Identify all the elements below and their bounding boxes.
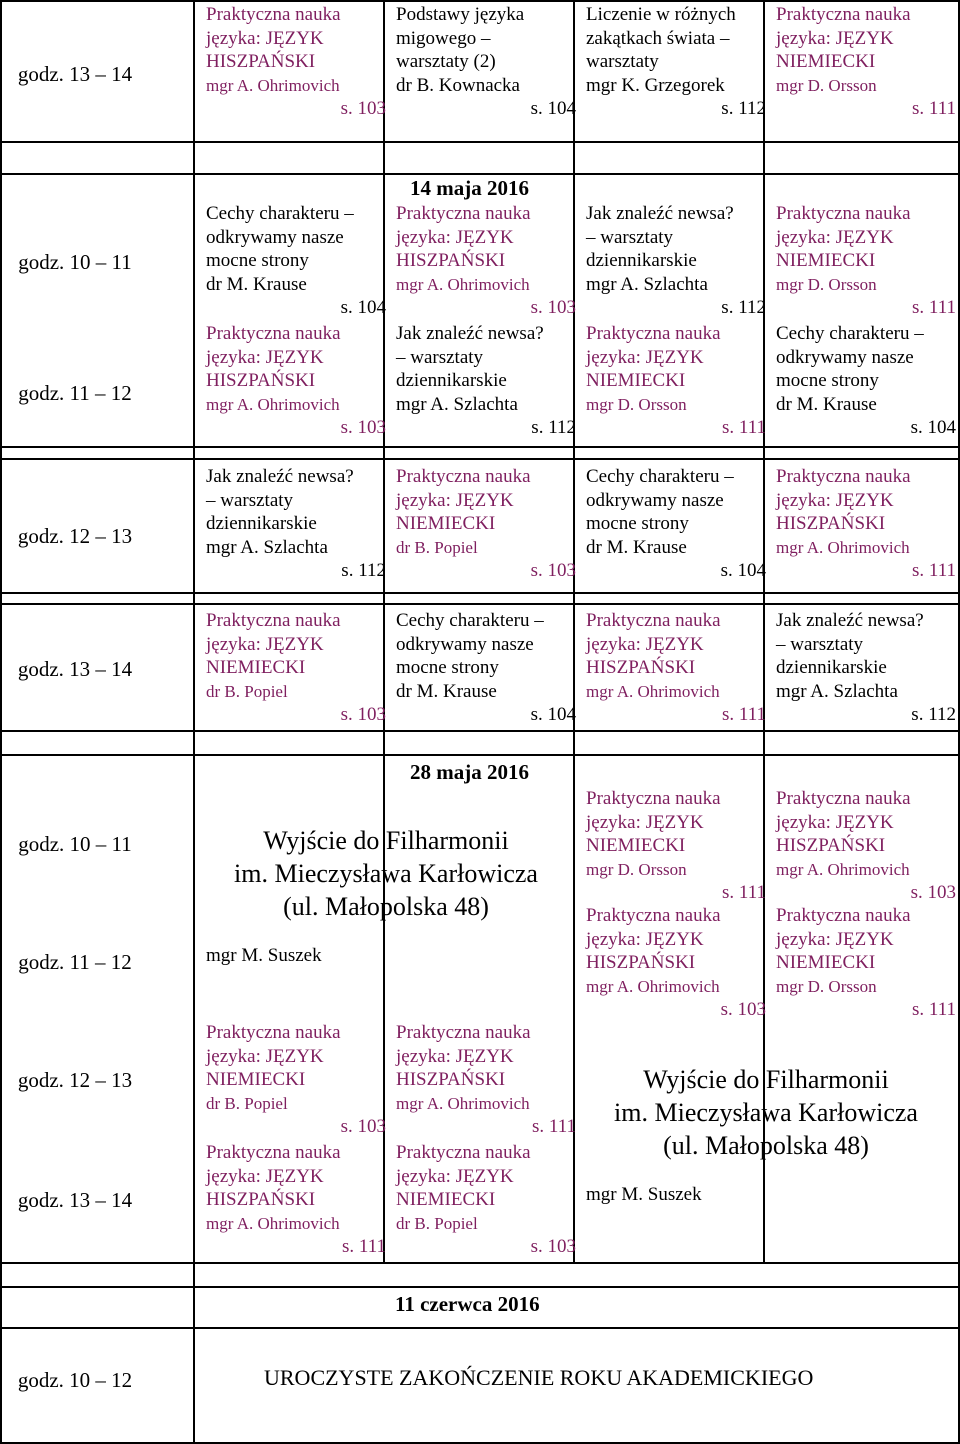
course-line: języka: JĘZYK xyxy=(586,811,704,833)
schedule-cell xyxy=(396,465,576,583)
schedule-cell xyxy=(206,1141,386,1259)
schedule-cell xyxy=(586,465,766,583)
course-line: – warsztaty xyxy=(396,346,484,368)
philharmonic-event xyxy=(586,1063,946,1206)
course-line: Cechy charakteru – xyxy=(776,323,924,344)
course-line: języka: JĘZYK xyxy=(776,811,894,833)
schedule-cell xyxy=(586,202,766,320)
event-venue: Filharmonii xyxy=(765,1065,889,1094)
course-line: Praktyczna nauka xyxy=(206,323,341,344)
room-number: s. 104 xyxy=(340,297,386,318)
course-line: języka: JĘZYK xyxy=(776,928,894,950)
room-number: s. 111 xyxy=(342,1236,386,1257)
course-line: NIEMIECKI xyxy=(586,835,686,856)
time-slot-label: godz. 10 – 11 xyxy=(18,250,132,274)
course-line: NIEMIECKI xyxy=(776,952,876,973)
course-line: Praktyczna nauka xyxy=(396,1022,531,1043)
date-header: 28 maja 2016 xyxy=(410,760,529,784)
grid-line xyxy=(0,141,960,143)
course-line: odkrywamy nasze xyxy=(396,633,534,655)
course-line: – warsztaty xyxy=(206,489,294,511)
course-line: NIEMIECKI xyxy=(586,370,686,391)
schedule-cell xyxy=(396,322,576,440)
teacher-name: mgr A. Ohrimovich xyxy=(586,976,720,996)
schedule-cell xyxy=(396,1141,576,1259)
teacher-name: mgr D. Orsson xyxy=(586,394,687,414)
room-number: s. 111 xyxy=(912,560,956,581)
grid-line xyxy=(0,0,2,1444)
teacher-name: dr M. Krause xyxy=(396,680,497,702)
grid-line xyxy=(0,173,960,175)
schedule-cell xyxy=(776,322,956,440)
room-number: s. 112 xyxy=(721,98,766,119)
course-line: warsztaty (2) xyxy=(396,51,496,72)
schedule-cell xyxy=(206,322,386,440)
room-number: s. 111 xyxy=(722,704,766,725)
course-line: Praktyczna nauka xyxy=(776,466,911,487)
course-line: Praktyczna nauka xyxy=(776,4,911,25)
time-slot-label: godz. 12 – 13 xyxy=(17,1068,133,1092)
teacher-name: dr B. Popiel xyxy=(396,537,478,557)
course-line: Cechy charakteru – xyxy=(586,466,734,487)
room-number: s. 103 xyxy=(910,882,956,903)
course-line: Jak znaleźć newsa? xyxy=(396,323,544,344)
schedule-cell xyxy=(206,1021,386,1139)
event-title-line: Wyjście do Filharmonii xyxy=(263,826,509,855)
closing-ceremony: UROCZYSTE ZAKOŃCZENIE ROKU AKADEMICKIEGO xyxy=(264,1365,814,1390)
event-venue: Filharmonii xyxy=(385,826,509,855)
schedule-cell xyxy=(206,465,386,583)
room-number: s. 104 xyxy=(910,417,956,438)
course-line: HISZPAŃSKI xyxy=(776,835,886,856)
course-line: dziennikarskie xyxy=(206,513,317,534)
room-number: s. 104 xyxy=(530,704,576,725)
course-line: Praktyczna nauka xyxy=(396,203,531,224)
course-line: Praktyczna nauka xyxy=(396,466,531,487)
room-number: s. 111 xyxy=(532,1116,576,1137)
event-teacher: mgr M. Suszek xyxy=(586,1184,702,1205)
course-line: Praktyczna nauka xyxy=(586,610,721,631)
schedule-cell xyxy=(206,202,386,320)
event-title-line: im. Mieczysława Karłowicza xyxy=(234,859,538,888)
teacher-name: dr B. Popiel xyxy=(206,681,288,701)
course-line: Liczenie w różnych xyxy=(586,4,736,25)
schedule-cell xyxy=(776,202,956,320)
teacher-name: mgr K. Grzegorek xyxy=(586,74,725,96)
course-line: Praktyczna nauka xyxy=(776,788,911,809)
room-number: s. 104 xyxy=(530,98,576,119)
course-line: NIEMIECKI xyxy=(776,51,876,72)
event-address: (ul. Małopolska 48) xyxy=(283,892,489,921)
course-line: Praktyczna nauka xyxy=(206,1022,341,1043)
time-slot-label: godz. 11 – 12 xyxy=(18,950,132,974)
time-slot-label: godz. 13 – 14 xyxy=(17,1188,133,1212)
time-slot-label: godz. 13 – 14 xyxy=(17,657,133,681)
course-line: Praktyczna nauka xyxy=(206,4,341,25)
course-line: Cechy charakteru – xyxy=(396,610,544,631)
grid-line xyxy=(0,592,960,594)
room-number: s. 111 xyxy=(912,999,956,1020)
schedule-cell xyxy=(776,3,956,121)
course-line: HISZPAŃSKI xyxy=(396,250,506,271)
course-line: zakątkach świata – xyxy=(586,27,730,49)
teacher-name: dr B. Kownacka xyxy=(396,74,520,96)
course-line: Praktyczna nauka xyxy=(396,1142,531,1163)
course-line: języka: JĘZYK xyxy=(586,633,704,655)
teacher-name: mgr A. Ohrimovich xyxy=(396,1093,530,1113)
schedule-cell xyxy=(586,787,766,905)
course-line: Praktyczna nauka xyxy=(586,323,721,344)
room-number: s. 111 xyxy=(912,98,956,119)
course-line: HISZPAŃSKI xyxy=(776,513,886,534)
schedule-cell xyxy=(396,1021,576,1139)
course-line: odkrywamy nasze xyxy=(586,489,724,511)
room-number: s. 111 xyxy=(722,882,766,903)
teacher-name: mgr A. Ohrimovich xyxy=(396,274,530,294)
grid-line xyxy=(0,603,960,605)
room-number: s. 103 xyxy=(720,999,766,1020)
philharmonic-event xyxy=(206,824,566,967)
teacher-name: dr B. Popiel xyxy=(206,1093,288,1113)
course-line: Jak znaleźć newsa? xyxy=(586,203,734,224)
course-line: dziennikarskie xyxy=(396,370,507,391)
grid-line xyxy=(193,0,195,1444)
course-line: HISZPAŃSKI xyxy=(586,952,696,973)
teacher-name: dr B. Popiel xyxy=(396,1213,478,1233)
time-slot-label: godz. 10 – 11 xyxy=(18,832,132,856)
room-number: s. 103 xyxy=(340,417,386,438)
schedule-cell xyxy=(776,465,956,583)
teacher-name: mgr A. Szlachta xyxy=(776,680,898,702)
schedule-cell xyxy=(776,787,956,905)
course-line: języka: JĘZYK xyxy=(776,226,894,248)
course-line: NIEMIECKI xyxy=(776,250,876,271)
course-line: – warsztaty xyxy=(586,226,674,248)
course-line: Cechy charakteru – xyxy=(206,203,354,224)
teacher-name: mgr A. Szlachta xyxy=(206,536,328,558)
course-line: HISZPAŃSKI xyxy=(206,370,316,391)
time-slot-label: godz. 13 – 14 xyxy=(17,62,133,86)
teacher-name: mgr A. Ohrimovich xyxy=(776,537,910,557)
schedule-cell xyxy=(586,609,766,727)
grid-line xyxy=(0,1262,960,1264)
course-line: NIEMIECKI xyxy=(206,657,306,678)
course-line: mocne strony xyxy=(206,250,309,271)
course-line: języka: JĘZYK xyxy=(206,346,324,368)
teacher-name: mgr A. Ohrimovich xyxy=(206,75,340,95)
teacher-name: mgr D. Orsson xyxy=(776,75,877,95)
teacher-name: mgr A. Ohrimovich xyxy=(206,1213,340,1233)
time-slot-label: godz. 12 – 13 xyxy=(17,524,133,548)
room-number: s. 104 xyxy=(720,560,766,581)
schedule-cell xyxy=(206,609,386,727)
course-line: języka: JĘZYK xyxy=(586,928,704,950)
course-line: NIEMIECKI xyxy=(206,1069,306,1090)
event-title-line: Wyjście do Filharmonii xyxy=(643,1065,889,1094)
course-line: Praktyczna nauka xyxy=(586,905,721,926)
course-line: Podstawy języka xyxy=(396,4,525,25)
course-line: NIEMIECKI xyxy=(396,513,496,534)
room-number: s. 112 xyxy=(531,417,576,438)
course-line: języka: JĘZYK xyxy=(206,1165,324,1187)
schedule-cell xyxy=(206,3,386,121)
course-line: Praktyczna nauka xyxy=(206,610,341,631)
room-number: s. 111 xyxy=(722,417,766,438)
course-line: języka: JĘZYK xyxy=(776,489,894,511)
course-line: języka: JĘZYK xyxy=(396,1165,514,1187)
course-line: odkrywamy nasze xyxy=(776,346,914,368)
course-line: Praktyczna nauka xyxy=(586,788,721,809)
room-number: s. 103 xyxy=(340,704,386,725)
teacher-name: mgr A. Ohrimovich xyxy=(206,394,340,414)
teacher-name: mgr A. Ohrimovich xyxy=(776,859,910,879)
course-line: języka: JĘZYK xyxy=(206,1045,324,1067)
teacher-name: dr M. Krause xyxy=(206,273,307,295)
teacher-name: dr M. Krause xyxy=(586,536,687,558)
grid-line xyxy=(0,754,960,756)
room-number: s. 103 xyxy=(530,297,576,318)
event-teacher: mgr M. Suszek xyxy=(206,945,322,966)
course-line: odkrywamy nasze xyxy=(206,226,344,248)
course-line: dziennikarskie xyxy=(776,657,887,678)
course-line: Praktyczna nauka xyxy=(776,203,911,224)
course-line: języka: JĘZYK xyxy=(206,633,324,655)
teacher-name: mgr A. Ohrimovich xyxy=(586,681,720,701)
course-line: Jak znaleźć newsa? xyxy=(206,466,354,487)
grid-line xyxy=(0,1327,960,1329)
schedule-cell xyxy=(396,3,576,121)
course-line: Praktyczna nauka xyxy=(776,905,911,926)
grid-line xyxy=(0,446,960,448)
course-line: HISZPAŃSKI xyxy=(586,657,696,678)
schedule-cell xyxy=(396,609,576,727)
grid-line xyxy=(0,458,960,460)
room-number: s. 103 xyxy=(530,560,576,581)
course-line: języka: JĘZYK xyxy=(396,226,514,248)
teacher-name: mgr D. Orsson xyxy=(776,274,877,294)
course-line: języka: JĘZYK xyxy=(776,27,894,49)
room-number: s. 103 xyxy=(530,1236,576,1257)
schedule-cell xyxy=(776,904,956,1022)
room-number: s. 112 xyxy=(341,560,386,581)
schedule-cell xyxy=(396,202,576,320)
course-line: mocne strony xyxy=(586,513,689,534)
grid-line xyxy=(0,0,960,2)
course-line: języka: JĘZYK xyxy=(396,489,514,511)
teacher-name: mgr D. Orsson xyxy=(776,976,877,996)
grid-line xyxy=(0,1286,960,1288)
course-line: Praktyczna nauka xyxy=(206,1142,341,1163)
event-address: (ul. Małopolska 48) xyxy=(663,1131,869,1160)
course-line: NIEMIECKI xyxy=(396,1189,496,1210)
teacher-name: mgr A. Szlachta xyxy=(586,273,708,295)
room-number: s. 103 xyxy=(340,98,386,119)
grid-line xyxy=(0,730,960,732)
course-line: HISZPAŃSKI xyxy=(206,51,316,72)
course-line: języka: JĘZYK xyxy=(586,346,704,368)
schedule-cell xyxy=(586,3,766,121)
course-line: warsztaty xyxy=(586,51,659,72)
event-title-line: im. Mieczysława Karłowicza xyxy=(614,1098,918,1127)
time-slot-label: godz. 11 – 12 xyxy=(18,381,132,405)
course-line: mocne strony xyxy=(776,370,879,391)
schedule-cell xyxy=(586,322,766,440)
teacher-name: dr M. Krause xyxy=(776,393,877,415)
course-line: dziennikarskie xyxy=(586,250,697,271)
course-line: HISZPAŃSKI xyxy=(396,1069,506,1090)
time-slot-label: godz. 10 – 12 xyxy=(17,1368,133,1392)
course-line: mocne strony xyxy=(396,657,499,678)
schedule-cell xyxy=(776,609,956,727)
course-line: języka: JĘZYK xyxy=(396,1045,514,1067)
room-number: s. 112 xyxy=(911,704,956,725)
date-header: 11 czerwca 2016 xyxy=(395,1292,540,1316)
course-line: języka: JĘZYK xyxy=(206,27,324,49)
schedule-cell xyxy=(586,904,766,1022)
date-header: 14 maja 2016 xyxy=(410,176,529,200)
room-number: s. 111 xyxy=(912,297,956,318)
course-line: migowego – xyxy=(396,27,491,49)
room-number: s. 103 xyxy=(340,1116,386,1137)
room-number: s. 112 xyxy=(721,297,766,318)
teacher-name: mgr A. Szlachta xyxy=(396,393,518,415)
course-line: Jak znaleźć newsa? xyxy=(776,610,924,631)
teacher-name: mgr D. Orsson xyxy=(586,859,687,879)
course-line: – warsztaty xyxy=(776,633,864,655)
course-line: HISZPAŃSKI xyxy=(206,1189,316,1210)
